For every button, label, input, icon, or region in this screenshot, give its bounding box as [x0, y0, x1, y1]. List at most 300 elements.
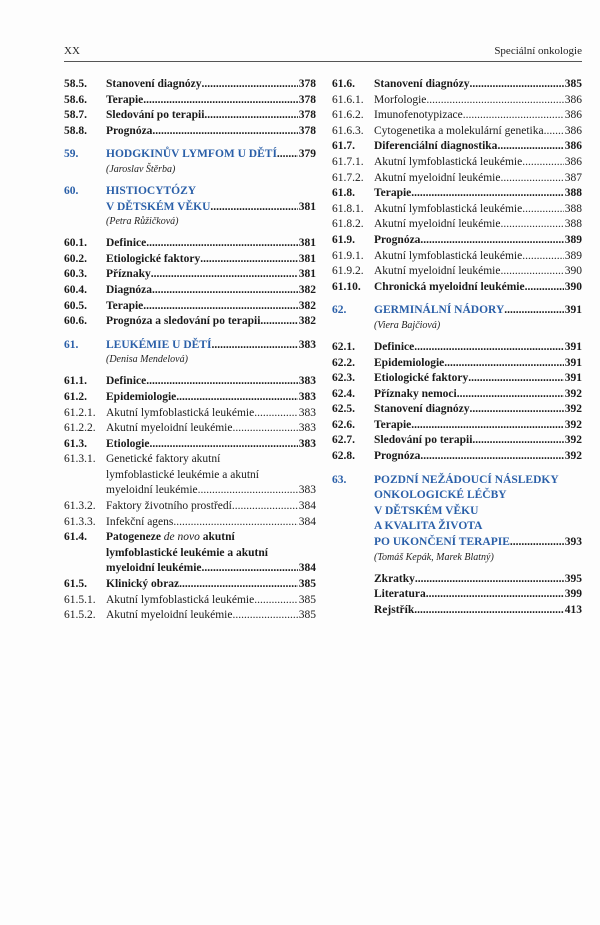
entry-title: Stanovení diagnózy — [374, 403, 470, 416]
entry-title: Stanovení diagnózy — [374, 78, 470, 90]
entry-number: 62.1. — [332, 340, 355, 353]
dot-leader — [143, 299, 297, 315]
toc-entry[interactable] — [64, 252, 316, 268]
entry-title-line: ONKOLOGICKÉ LÉČBY — [374, 489, 507, 502]
dot-leader — [176, 390, 297, 406]
entry-page: 388 — [564, 187, 582, 200]
toc-entry[interactable] — [332, 387, 582, 403]
entry-title: PO UKONČENÍ TERAPIE — [374, 536, 510, 549]
entry-leader-line — [106, 374, 316, 390]
toc-chapter[interactable] — [64, 184, 316, 228]
entry-leader-line — [374, 572, 582, 588]
entry-title: Akutní myeloidní leukémie — [106, 609, 233, 622]
toc-entry[interactable] — [64, 406, 316, 422]
entry-title: Akutní lymfoblastická leukémie — [374, 202, 523, 215]
entry-page: 378 — [298, 124, 316, 137]
entry-number: 61.3.3. — [64, 515, 96, 528]
entry-leader-line — [106, 483, 316, 499]
entry-text — [106, 515, 316, 531]
entry-text — [106, 421, 316, 437]
toc-chapter[interactable] — [64, 147, 316, 176]
entry-leader-line — [374, 77, 582, 93]
entry-leader-line — [106, 593, 316, 609]
entry-title-line: A KVALITA ŽIVOTA — [374, 520, 483, 533]
entry-leader-line — [106, 147, 316, 163]
entry-text — [374, 473, 582, 564]
dot-leader — [544, 124, 564, 140]
entry-title: Příznaky — [106, 268, 151, 281]
entry-page: 391 — [564, 304, 582, 317]
toc-entry[interactable] — [332, 356, 582, 372]
entry-leader-line — [374, 433, 582, 449]
entry-leader-line — [106, 77, 316, 93]
entry-title: Prognóza — [374, 233, 421, 246]
toc-chapter[interactable] — [332, 473, 582, 564]
entry-number: 62. — [332, 304, 347, 317]
entry-text — [374, 280, 582, 296]
entry-leader-line — [106, 406, 316, 422]
entry-text — [106, 147, 316, 176]
entry-title: Epidemiologie — [374, 356, 445, 369]
entry-author: (Tomáš Kepák, Marek Blatný) — [374, 551, 494, 563]
entry-page: 384 — [298, 500, 316, 513]
entry-text — [106, 374, 316, 390]
entry-leader-line — [106, 124, 316, 140]
toc-entry[interactable] — [64, 267, 316, 283]
entry-page: 383 — [298, 390, 316, 403]
entry-page: 383 — [298, 338, 316, 351]
entry-leader-line — [106, 299, 316, 315]
dot-leader — [414, 603, 564, 619]
entry-leader-line — [106, 515, 316, 531]
entry-leader-line — [106, 108, 316, 124]
dot-leader — [500, 264, 563, 280]
dot-leader — [200, 252, 298, 268]
dot-leader — [522, 202, 564, 218]
entry-number: 60.5. — [64, 299, 87, 312]
entry-title: Infekční agens — [106, 515, 174, 528]
toc-entry[interactable] — [332, 155, 582, 171]
toc-entry[interactable] — [332, 587, 582, 603]
entry-page: 385 — [298, 593, 316, 606]
entry-text — [106, 437, 316, 453]
entry-page: 381 — [298, 268, 316, 281]
entry-title: Akutní lymfoblastická leukémie — [374, 155, 523, 168]
entry-leader-line — [374, 249, 582, 265]
entry-title: GERMINÁLNÍ NÁDORY — [374, 304, 505, 317]
entry-text — [106, 499, 316, 515]
entry-title: Příznaky nemoci — [374, 387, 457, 400]
dot-leader — [420, 449, 563, 465]
entry-number: 61.9.2. — [332, 265, 364, 278]
entry-text — [374, 449, 582, 465]
entry-page: 378 — [298, 93, 316, 106]
entry-page: 379 — [298, 148, 316, 161]
entry-title: Literatura — [374, 588, 426, 601]
entry-number: 60.4. — [64, 283, 87, 296]
toc-entry[interactable] — [64, 93, 316, 109]
toc-entry[interactable] — [332, 572, 582, 588]
entry-text — [374, 433, 582, 449]
dot-leader — [472, 433, 563, 449]
entry-number: 61.9. — [332, 233, 355, 246]
entry-number: 61.6.2. — [332, 109, 364, 122]
dot-leader — [500, 217, 563, 233]
entry-text — [374, 233, 582, 249]
toc-entry[interactable] — [332, 186, 582, 202]
dot-leader — [151, 267, 298, 283]
dot-leader — [152, 283, 298, 299]
toc-entry[interactable] — [64, 515, 316, 531]
entry-text — [106, 593, 316, 609]
entry-author: (Denisa Mendelová) — [106, 354, 188, 366]
dot-leader — [232, 608, 297, 624]
dot-leader — [143, 93, 297, 109]
entry-text — [374, 418, 582, 434]
entry-title: myeloidní leukémie — [106, 484, 198, 497]
dot-leader — [444, 356, 563, 372]
entry-leader-line — [374, 93, 582, 109]
entry-leader-line — [374, 108, 582, 124]
entry-number: 61.2.1. — [64, 406, 96, 419]
entry-number: 61.6. — [332, 78, 355, 90]
toc-chapter[interactable] — [64, 338, 316, 367]
entry-title: Rejstřík — [374, 603, 415, 616]
entry-leader-line — [374, 356, 582, 372]
entry-page: 386 — [564, 109, 582, 122]
toc-entry[interactable] — [64, 452, 316, 499]
dot-leader — [463, 108, 564, 124]
entry-text — [374, 303, 582, 332]
toc-entry[interactable] — [64, 593, 316, 609]
toc-entry[interactable] — [332, 233, 582, 249]
entry-number: 61. — [64, 338, 79, 351]
toc-entry[interactable] — [64, 374, 316, 390]
entry-title: V DĚTSKÉM VĚKU — [106, 200, 211, 213]
entry-number: 61.7. — [332, 140, 355, 153]
toc-entry[interactable] — [332, 418, 582, 434]
entry-text — [374, 139, 582, 155]
entry-number: 61.4. — [64, 531, 87, 544]
entry-number: 61.3.2. — [64, 500, 96, 513]
running-header — [64, 45, 582, 59]
entry-title: LEUKÉMIE U DĚTÍ — [106, 338, 212, 351]
entry-title: Akutní lymfoblastická leukémie — [374, 249, 523, 262]
entry-text — [374, 371, 582, 387]
entry-leader-line — [374, 371, 582, 387]
entry-page: 413 — [564, 603, 582, 616]
entry-title-line: Genetické faktory akutní — [106, 453, 221, 466]
entry-number: 61.9.1. — [332, 249, 364, 262]
dot-leader — [510, 535, 564, 551]
toc-entry[interactable] — [64, 577, 316, 593]
entry-page: 384 — [298, 515, 316, 528]
entry-title: Imunofenotypizace — [374, 109, 463, 122]
toc-entry[interactable] — [64, 299, 316, 315]
toc-entry[interactable] — [64, 283, 316, 299]
toc-entry[interactable] — [64, 108, 316, 124]
toc-entry[interactable] — [332, 77, 582, 93]
entry-text — [374, 402, 582, 418]
entry-leader-line — [106, 267, 316, 283]
dot-leader — [420, 233, 563, 249]
entry-text — [106, 608, 316, 624]
entry-title: Chronická myeloidní leukémie — [374, 280, 525, 293]
toc-entry[interactable] — [332, 124, 582, 140]
entry-number: 62.7. — [332, 434, 355, 447]
entry-text — [106, 93, 316, 109]
toc-entry[interactable] — [64, 314, 316, 330]
entry-page: 382 — [298, 315, 316, 328]
entry-number: 60.1. — [64, 237, 87, 250]
entry-text — [374, 77, 582, 93]
header-rule — [64, 61, 582, 62]
entry-text — [106, 299, 316, 315]
entry-page: 382 — [298, 283, 316, 296]
entry-number: 61.8.1. — [332, 202, 364, 215]
entry-title-line: lymfoblastické leukémie a akutní — [106, 546, 268, 559]
toc-entry[interactable] — [332, 433, 582, 449]
entry-page: 389 — [564, 233, 582, 246]
entry-text — [374, 124, 582, 140]
entry-page: 392 — [564, 418, 582, 431]
entry-title: Definice — [106, 375, 147, 388]
entry-title: Terapie — [374, 187, 412, 200]
entry-text — [374, 340, 582, 356]
toc-entry[interactable] — [64, 499, 316, 515]
toc-entry[interactable] — [332, 139, 582, 155]
entry-page: 392 — [564, 434, 582, 447]
entry-leader-line — [106, 577, 316, 593]
entry-author: (Jaroslav Štěrba) — [106, 163, 176, 175]
toc-entry[interactable] — [332, 93, 582, 109]
entry-page: 383 — [298, 406, 316, 419]
entry-leader-line — [106, 421, 316, 437]
entry-title: Definice — [106, 237, 147, 250]
entry-page: 390 — [564, 280, 582, 293]
dot-leader — [210, 200, 297, 216]
entry-leader-line — [106, 252, 316, 268]
entry-page: 388 — [564, 218, 582, 231]
entry-title: Diagnóza — [106, 283, 152, 296]
entry-text — [374, 217, 582, 233]
dot-leader — [522, 249, 564, 265]
entry-page: 391 — [564, 372, 582, 385]
toc-entry[interactable] — [64, 77, 316, 93]
entry-leader-line — [374, 186, 582, 202]
toc-entry[interactable] — [64, 236, 316, 252]
dot-leader — [146, 236, 298, 252]
entry-title: Morfologie — [374, 93, 427, 106]
toc-entry[interactable] — [332, 171, 582, 187]
entry-page: 382 — [298, 299, 316, 312]
dot-leader — [497, 139, 563, 155]
entry-page: 391 — [564, 356, 582, 369]
entry-leader-line — [374, 280, 582, 296]
entry-number: 60. — [64, 184, 79, 197]
toc-entry[interactable] — [332, 371, 582, 387]
entry-text — [374, 356, 582, 372]
dot-leader — [232, 421, 297, 437]
toc-entry[interactable] — [332, 217, 582, 233]
toc-entry[interactable] — [64, 608, 316, 624]
entry-title-line: lymfoblastické leukémie a akutní — [106, 468, 259, 481]
toc-entry[interactable] — [332, 280, 582, 296]
entry-text — [106, 124, 316, 140]
dot-leader — [232, 499, 298, 515]
toc-entry[interactable] — [332, 603, 582, 619]
entry-leader-line — [374, 402, 582, 418]
entry-page: 395 — [564, 572, 582, 585]
entry-number: 61.7.2. — [332, 171, 364, 184]
entry-leader-line — [374, 449, 582, 465]
entry-page: 383 — [298, 375, 316, 388]
entry-number: 61.1. — [64, 375, 87, 388]
entry-title: Definice — [374, 340, 415, 353]
entry-title: Akutní myeloidní leukémie — [374, 171, 501, 184]
entry-text — [106, 77, 316, 93]
toc-entry[interactable] — [64, 437, 316, 453]
entry-text — [374, 249, 582, 265]
entry-page: 386 — [564, 93, 582, 106]
entry-leader-line — [374, 139, 582, 155]
dot-leader — [211, 338, 297, 354]
entry-number: 61.3. — [64, 437, 87, 450]
entry-text — [106, 236, 316, 252]
entry-text — [106, 314, 316, 330]
entry-leader-line — [374, 217, 582, 233]
entry-page: 385 — [564, 78, 582, 90]
entry-number: 63. — [332, 473, 347, 486]
entry-title: Akutní myeloidní leukémie — [374, 218, 501, 231]
dot-leader — [468, 371, 564, 387]
entry-page: 390 — [564, 265, 582, 278]
toc-entry[interactable] — [64, 421, 316, 437]
entry-title: HODGKINŮV LYMFOM U DĚTÍ — [106, 148, 277, 161]
dot-leader — [500, 171, 563, 187]
dot-leader — [411, 186, 563, 202]
dot-leader — [470, 77, 564, 93]
entry-title: Etiologie — [106, 437, 150, 450]
entry-leader-line — [106, 499, 316, 515]
entry-number: 61.2.2. — [64, 422, 96, 435]
entry-number: 62.6. — [332, 418, 355, 431]
dot-leader — [457, 387, 564, 403]
entry-page: 378 — [298, 109, 316, 122]
entry-leader-line — [374, 155, 582, 171]
entry-leader-line — [106, 314, 316, 330]
entry-leader-line — [374, 387, 582, 403]
entry-number: 61.6.3. — [332, 124, 364, 137]
entry-number: 61.8.2. — [332, 218, 364, 231]
entry-leader-line — [374, 418, 582, 434]
entry-number: 58.7. — [64, 109, 87, 122]
entry-page: 385 — [298, 578, 316, 591]
entry-leader-line — [374, 264, 582, 280]
entry-text — [106, 267, 316, 283]
entry-number: 62.2. — [332, 356, 355, 369]
dot-leader — [146, 374, 298, 390]
entry-number: 62.8. — [332, 450, 355, 463]
entry-text — [106, 108, 316, 124]
entry-title: Faktory životního prostředí — [106, 500, 232, 513]
entry-leader-line — [374, 587, 582, 603]
entry-title: Epidemiologie — [106, 390, 177, 403]
entry-text — [374, 93, 582, 109]
entry-leader-line — [106, 608, 316, 624]
entry-leader-line — [374, 124, 582, 140]
entry-number: 61.3.1. — [64, 453, 96, 466]
entry-text — [106, 530, 316, 577]
entry-number: 62.3. — [332, 372, 355, 385]
entry-text — [374, 264, 582, 280]
entry-page: 387 — [564, 171, 582, 184]
toc-entry[interactable] — [64, 530, 316, 577]
entry-text — [106, 184, 316, 228]
entry-text — [106, 390, 316, 406]
entry-leader-line — [374, 303, 582, 319]
entry-title: Zkratky — [374, 572, 415, 585]
entry-title: Sledování po terapii — [106, 109, 205, 122]
entry-page: 381 — [298, 237, 316, 250]
entry-text — [106, 338, 316, 367]
dot-leader — [504, 303, 563, 319]
toc-right-column — [332, 77, 582, 618]
entry-page: 381 — [298, 252, 316, 265]
toc-entry[interactable] — [64, 390, 316, 406]
toc-entry[interactable] — [332, 340, 582, 356]
dot-leader — [426, 587, 564, 603]
dot-leader — [254, 593, 298, 609]
entry-title: Klinický obraz — [106, 578, 180, 591]
entry-number: 62.4. — [332, 387, 355, 400]
entry-number: 60.2. — [64, 252, 87, 265]
entry-author: (Viera Bajčiová) — [374, 319, 441, 331]
toc-entry[interactable] — [332, 264, 582, 280]
entry-title: Terapie — [106, 93, 144, 106]
toc-entry[interactable] — [332, 108, 582, 124]
entry-page: 386 — [564, 140, 582, 153]
toc-entry[interactable] — [64, 124, 316, 140]
entry-number: 58.8. — [64, 124, 87, 137]
toc-entry[interactable] — [332, 449, 582, 465]
entry-page: 392 — [564, 450, 582, 463]
dot-leader — [202, 77, 298, 93]
toc-chapter[interactable] — [332, 303, 582, 332]
entry-page: 385 — [298, 609, 316, 622]
toc-entry[interactable] — [332, 249, 582, 265]
entry-title-line: POZDNÍ NEŽÁDOUCÍ NÁSLEDKY — [374, 473, 559, 486]
entry-title: Akutní myeloidní leukémie — [374, 265, 501, 278]
entry-page: 386 — [564, 124, 582, 137]
entry-page: 383 — [298, 437, 316, 450]
entry-number: 61.6.1. — [332, 93, 364, 106]
entry-leader-line — [374, 603, 582, 619]
entry-title-line: V DĚTSKÉM VĚKU — [374, 504, 479, 517]
entry-title: Cytogenetika a molekulární genetika — [374, 124, 544, 137]
entry-number: 58.5. — [64, 78, 87, 90]
entry-title: Stanovení diagnózy — [106, 78, 202, 90]
entry-leader-line — [106, 338, 316, 354]
entry-leader-line — [374, 535, 582, 551]
entry-page: 384 — [298, 562, 316, 575]
dot-leader — [414, 340, 564, 356]
entry-page: 381 — [298, 200, 316, 213]
toc-entry[interactable] — [332, 402, 582, 418]
toc-entry[interactable] — [332, 202, 582, 218]
entry-text — [374, 186, 582, 202]
entry-title-line: Patogeneze de novo akutní — [106, 531, 235, 544]
